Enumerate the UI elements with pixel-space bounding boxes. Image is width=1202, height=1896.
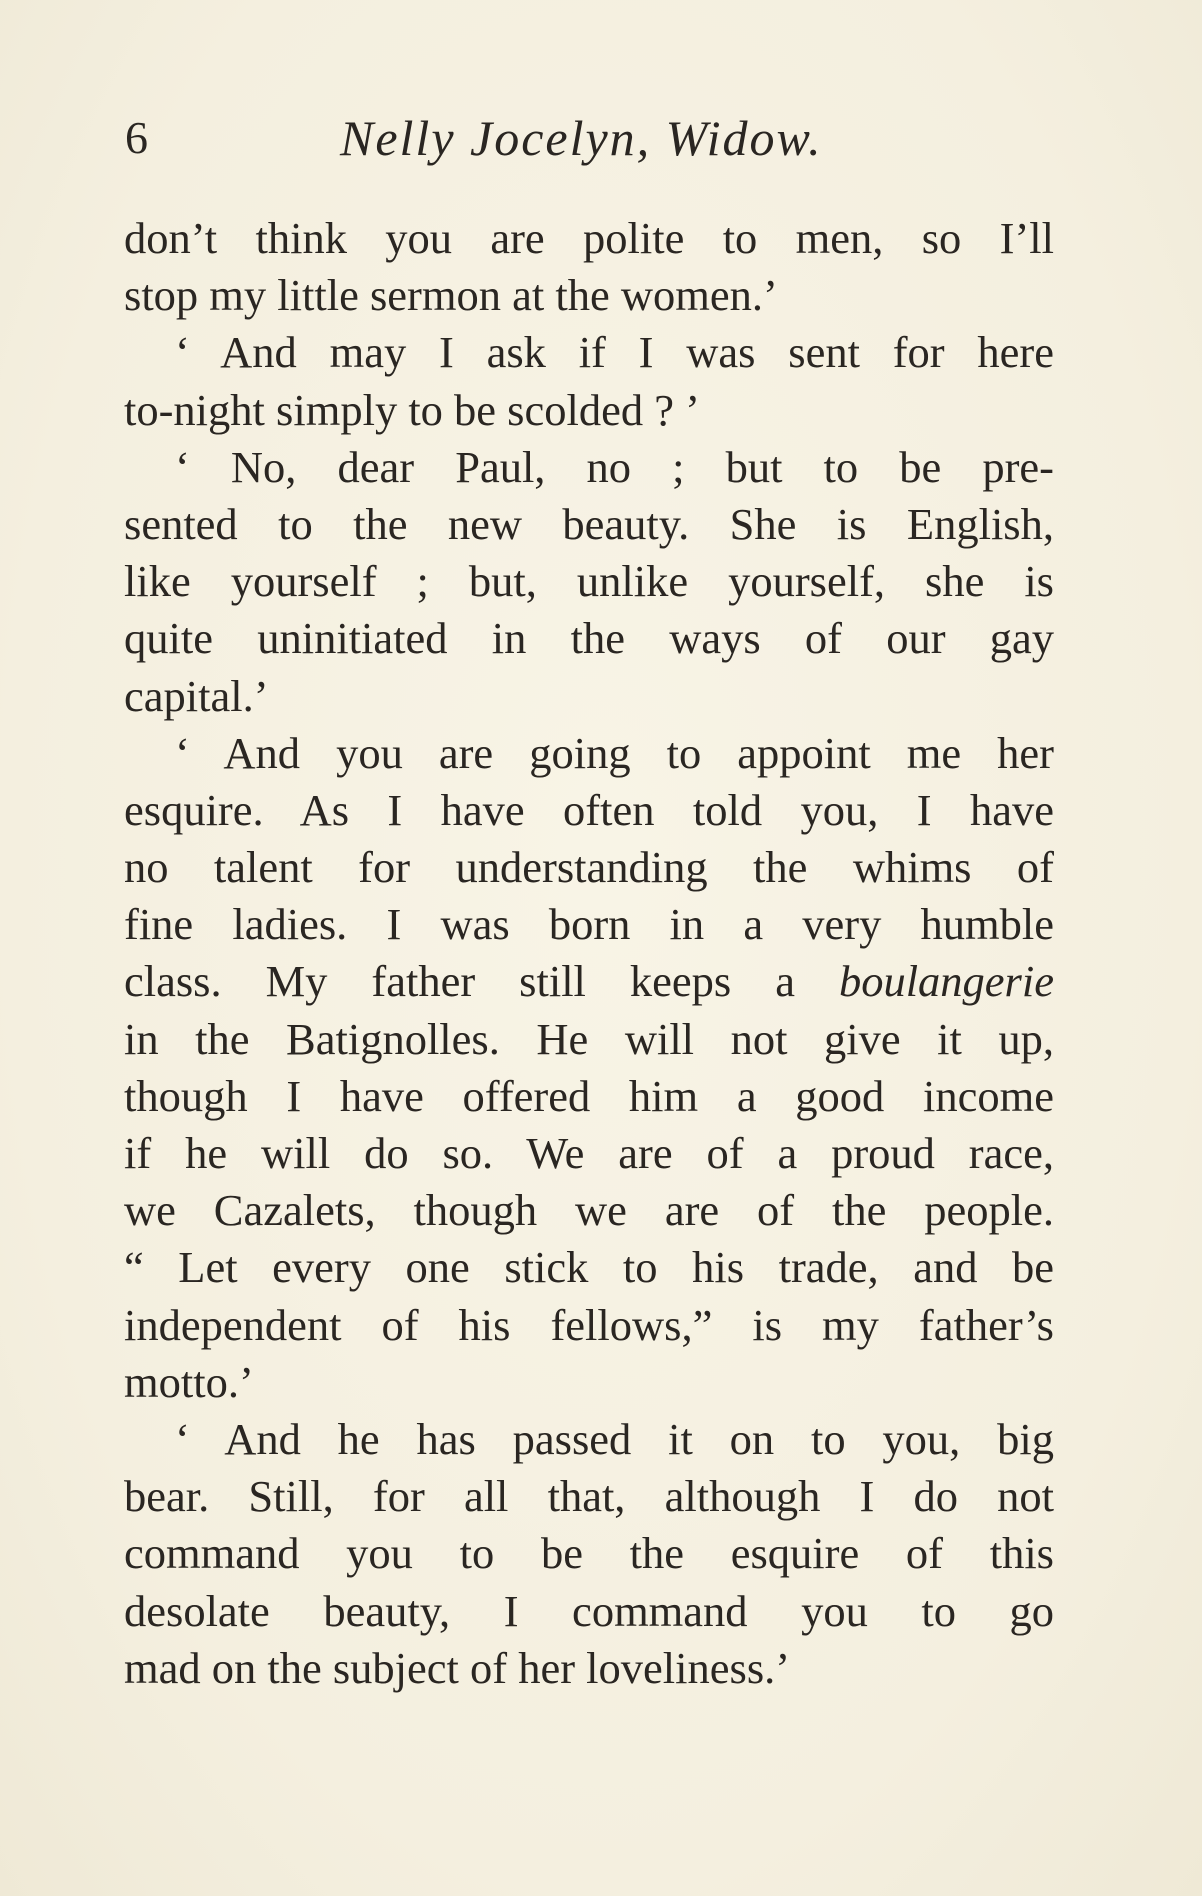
text-line: mad on the subject of her loveliness.’ <box>124 1642 791 1693</box>
running-head <box>125 108 1055 168</box>
text-line: motto.’ <box>124 1356 254 1407</box>
text-line: don’t think you are polite to men, so I’ll <box>124 213 1054 263</box>
text-line: stop my little sermon at the women.’ <box>124 270 778 321</box>
page-number: 6 <box>125 112 149 163</box>
text-line: we Cazalets, though we are of the people. <box>124 1185 1054 1236</box>
text-line: command you to be the esquire of this <box>124 1528 1054 1579</box>
text-segment: class. My father still keeps a <box>124 956 839 1007</box>
text-line: independent of his fellows,” is my father’s <box>124 1299 1054 1350</box>
text-line: “ Let every one stick to his trade, and be <box>124 1242 1054 1293</box>
text-line: if he will do so. We are of a proud race, <box>124 1128 1054 1178</box>
text-line: to-night simply to be scolded ? ’ <box>124 384 700 435</box>
text-line: sented to the new beauty. She is English, <box>124 498 1054 549</box>
text-line: ‘ And he has passed it on to you, big <box>175 1413 1054 1464</box>
text-line: no talent for understanding the whims of <box>124 842 1054 893</box>
text-line: bear. Still, for all that, although I do not <box>124 1471 1054 1522</box>
text-line: ‘ And may I ask if I was sent for here <box>175 327 1054 378</box>
text-line: like yourself ; but, unlike yourself, she is <box>124 556 1054 607</box>
text-line: ‘ And you are going to appoint me her <box>175 727 1054 778</box>
text-line: quite uninitiated in the ways of our gay <box>124 613 1054 664</box>
text-line: though I have offered him a good income <box>124 1070 1054 1121</box>
text-line: desolate beauty, I command you to go <box>124 1585 1054 1636</box>
text-line: ‘ No, dear Paul, no ; but to be pre- <box>175 441 1054 492</box>
running-title: Nelly Jocelyn, Widow. <box>340 110 823 166</box>
text-line <box>124 953 1054 1010</box>
text-line: in the Batignolles. He will not give it up, <box>124 1013 1054 1064</box>
text-line: esquire. As I have often told you, I have <box>124 784 1054 835</box>
body-text <box>124 210 1054 1697</box>
italic-word: boulangerie <box>838 956 1054 1007</box>
text-line: capital.’ <box>124 670 269 721</box>
text-line: fine ladies. I was born in a very humble <box>124 899 1054 950</box>
